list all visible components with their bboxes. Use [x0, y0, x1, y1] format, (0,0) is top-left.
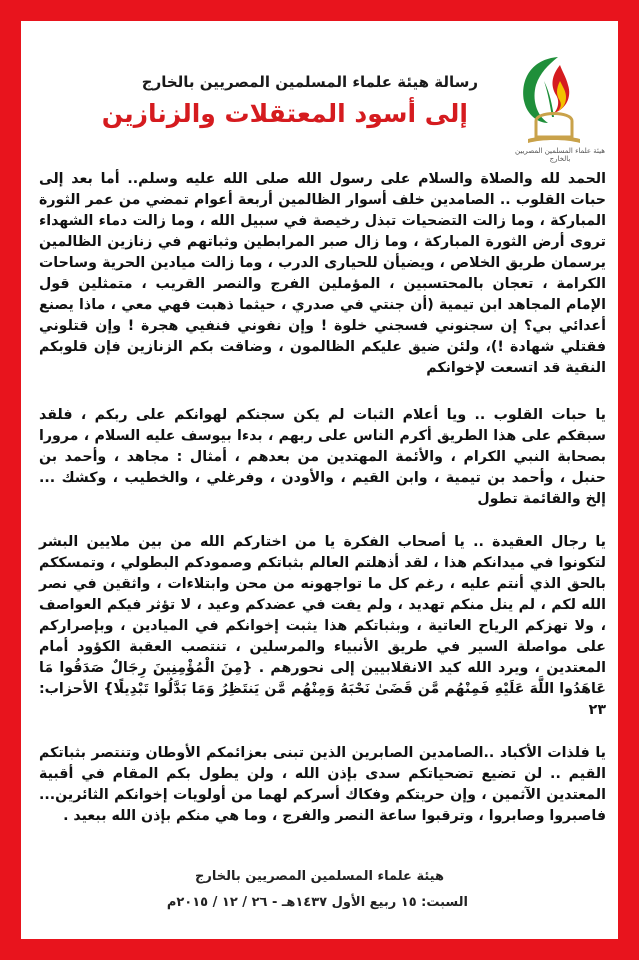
paragraph-creed: يا رجال العقيدة .. يا أصحاب الفكرة يا من اختاركم الله من بين ملايين البشر لتكونوا في ميدانكم هذا ، لقد أذهلتم العالم بثباتكم وصمودكم البطولي ، وتمسككم بالحق الذي أنتم عليه ، رغم كل ما تواجهونه من محن وابتلاءات ، واثقين في نصر الله لكم ، لم ينل منكم تهديد ، ولم يفت في عضدكم وعيد ، لا تؤثر فيكم العواصف ، ولا تهزكم الرياح العاتية ، وبثباتكم هذا يثبت إخوانكم في الميادين ، وبإصراركم على مواصلة السير في طريق الأنبياء والمرسلين ، تنتصب العقبة الكؤود أمام المعتدين ، ويرد الله كيد الانقلابيين إلى نحورهم . {مِنَ الْمُؤْمِنِينَ رِجَالٌ صَدَقُوا مَا عَاهَدُوا اللَّهَ عَلَيْهِ فَمِنْهُم مَّن قَضَىٰ نَحْبَهُ وَمِنْهُم مَّن يَنتَظِرُ وَمَا بَدَّلُوا تَبْدِيلًا} الأحزاب: ٢٣: [39, 534, 606, 718]
paragraph-opening: الحمد لله والصلاة والسلام على رسول الله صلى الله عليه وسلم.. أما بعد إلى حبات القلوب .. الصامدين خلف أسوار الظالمين أربعة أعوام تمضي من عمر الثورة المباركة ، وما زالت التضحيات تبذل رخيصة في سبيل الله ، وما زالت دماء الشهداء تروى أرض الثورة المباركة ، وما زال صبر المرابطين وثباتهم في زنازين الظالمين يرسمان طريق الخلاص ، ويضيأن للحيارى الدرب ، وما زالت ميادين الحرية وساحات الكرامة ، تعجان بالمحتسبين ، المؤملين الفرج والنصر القريب ، متمثلين قول الإمام المجاهد ابن تيمية (أن جنتي في صدري ، حيثما ذهبت فهي معي ، ماذا يصنع أعدائي بي؟ إن سجنوني فسجني خلوة ! وإن نفوني فنفيي هجرة ! وإن قتلوني فقتلي شهادة !)، ولئن ضيق عليكم الظالمون ، وضاقت بكم الزنازين فإن قلوبكم النقية قد اتسعت لإخوانكم: [39, 171, 606, 376]
letter-body: [39, 169, 606, 849]
letter-title: إلى أسود المعتقلات والزنازين: [101, 99, 468, 128]
paragraph-hearts: يا حبات القلوب .. ويا أعلام الثبات لم يكن سجنكم لهوانكم على ربكم ، فلقد سبقكم على هذا الطريق أكرم الناس على ربهم ، بدءا بيوسف عليه السلام ، مرورا بصحابة النبي الكرام ، والأئمة المهتدين من بعدهم ، أمثال : مجاهد ، وأحمد بن حنبل ، وأحمد بن تيمية ، وابن القيم ، والأودن ، وفرغلي ، والخطيب ، وكشك ... إلخ والقائمة تطول: [39, 407, 606, 507]
letter-date: السبت: ١٥ ربيع الأول ١٤٣٧هـ - ٢٦ / ١٢ / ٢٠١٥م: [166, 895, 468, 910]
letter-page: [21, 21, 618, 939]
sender-line: رسالة هيئة علماء المسلمين المصريين بالخارج: [141, 73, 478, 91]
paragraph-closing: يا فلذات الأكباد ..الصامدين الصابرين الذين تبنى بعزائمكم الأوطان وتنتصر بثباتكم القيم .. لن تضيع تضحياتكم سدى بإذن الله ، ولن يطول بكم المقام في أقبية المعتدين الآثمين ، وإن حريتكم وفكاك أسركم لهما من أولويات إخوانكم الثائرين... فاصبروا وصابروا ، وترقبوا ساعة النصر والفرج ، وما هي منكم بإذن الله ببعيد .: [39, 745, 606, 824]
letter-header: [21, 21, 618, 163]
signature: هيئة علماء المسلمين المصريين بالخارج: [195, 869, 444, 884]
logo-caption: هيئة علماء المسلمين المصريين بالخارج: [515, 147, 605, 163]
organization-logo: [514, 51, 594, 151]
